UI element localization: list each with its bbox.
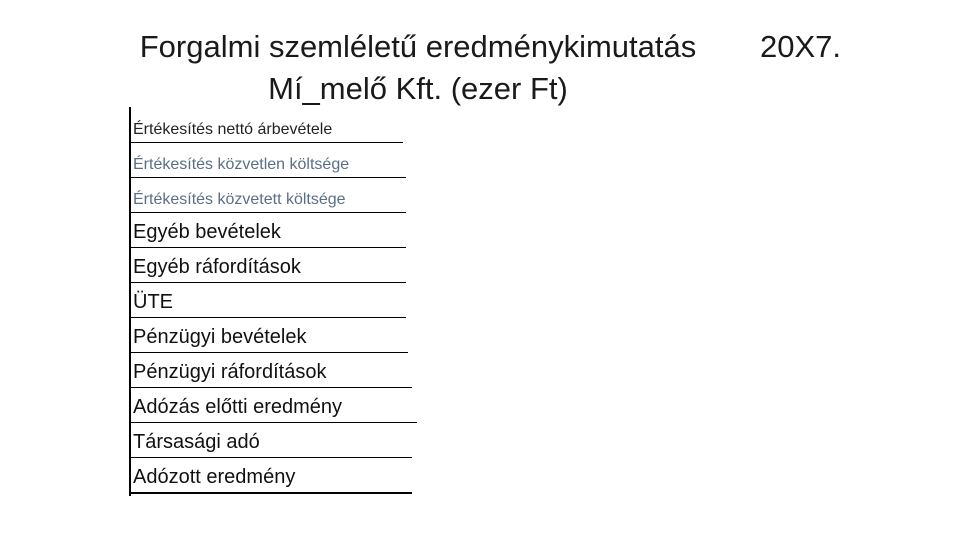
row-label: Pénzügyi bevételek: [133, 326, 307, 348]
row-label: Adózás előtti eredmény: [133, 396, 343, 418]
row-label: Adózott eredmény: [133, 466, 296, 488]
page-title: [118, 26, 718, 110]
row-label: Értékesítés nettó árbevétele: [133, 121, 333, 138]
title-line-2: Mí_melő Kft. (ezer Ft): [268, 71, 568, 106]
title-line-1: Forgalmi szemléletű eredménykimutatás: [139, 29, 697, 64]
table-row: [131, 354, 412, 388]
row-label: Értékesítés közvetlen költsége: [133, 156, 350, 173]
table-row: [131, 460, 412, 494]
table-row: [131, 389, 417, 423]
row-label: Társasági adó: [133, 431, 260, 453]
table-row: [131, 424, 412, 458]
table-row: [131, 284, 406, 318]
table-row: [131, 214, 406, 248]
row-label: Egyéb bevételek: [133, 221, 281, 243]
table-row: [131, 319, 408, 353]
row-label: Pénzügyi ráfordítások: [133, 361, 327, 383]
table-row: [131, 179, 406, 213]
row-label: ÜTE: [133, 291, 173, 313]
year-heading: 20X7.: [760, 29, 842, 64]
table-row: [131, 144, 406, 178]
table-row: [131, 249, 406, 283]
row-label: Értékesítés közvetett költsége: [133, 191, 346, 208]
row-label: Egyéb ráfordítások: [133, 256, 301, 278]
table-row: [131, 109, 403, 143]
